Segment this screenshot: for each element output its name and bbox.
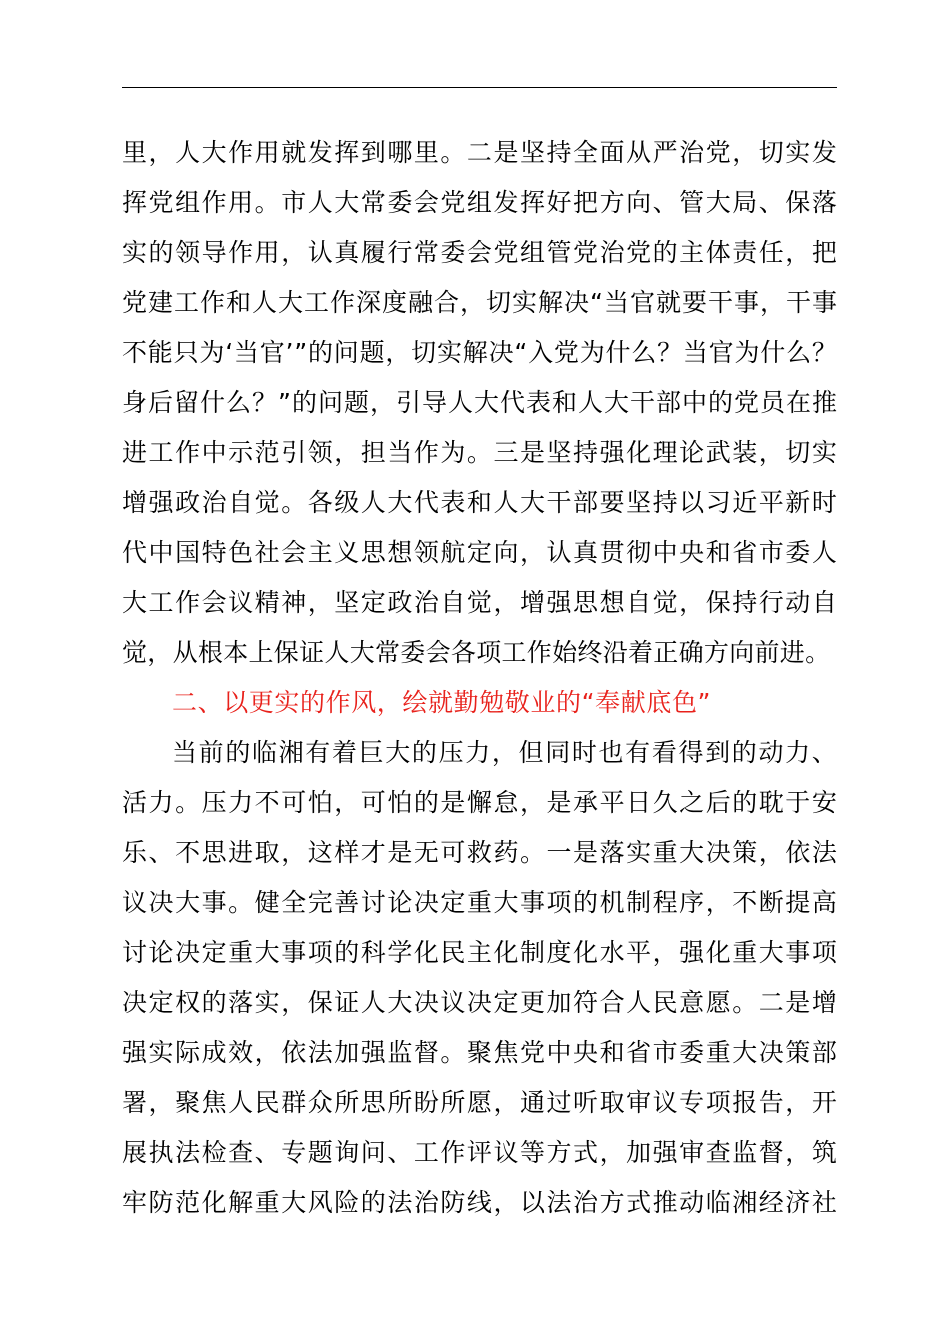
header-rule (122, 87, 837, 88)
section-heading: 二、以更实的作风，绘就勤勉敬业的“奉献底色” (172, 688, 712, 717)
text-line: 不 能 只 为 ‘ 当 官 ’ ” 的 问 题 ， 切 实 解 决 “ 入 党 为 什 么 ？ 当 官 为 什 么 ？ (122, 338, 837, 367)
text-line: 觉，从根本上保证人大常委会各项工作始终沿着正确方向前进。 (122, 638, 831, 667)
text-line: 当 前 的 临 湘 有 着 巨 大 的 压 力 ， 但 同 时 也 有 看 得 到 的 动 力 、 (172, 738, 837, 767)
text-line: 强 实 际 成 效 ， 依 法 加 强 监 督 。 聚 焦 党 中 央 和 省 市 委 重 大 决 策 部 (122, 1038, 837, 1067)
text-line: 决 定 权 的 落 实 ， 保 证 人 大 决 议 决 定 更 加 符 合 人 民 意 愿 。 二 是 增 (122, 988, 837, 1017)
text-line: 增 强 政 治 自 觉 。 各 级 人 大 代 表 和 人 大 干 部 要 坚 持 以 习 近 平 新 时 (122, 488, 837, 517)
text-line: 活 力 。 压 力 不 可 怕 ， 可 怕 的 是 懈 怠 ， 是 承 平 日 久 之 后 的 耽 于 安 (122, 788, 837, 817)
text-line: 身 后 留 什 么 ？ ” 的 问 题 ， 引 导 人 大 代 表 和 人 大 干 部 中 的 党 员 在 推 (122, 388, 837, 417)
text-line: 实 的 领 导 作 用 ， 认 真 履 行 常 委 会 党 组 管 党 治 党 的 主 体 责 任 ， 把 (122, 238, 837, 267)
document-body (122, 128, 837, 1228)
text-line: 乐 、 不 思 进 取 ， 这 样 才 是 无 可 救 药 。 一 是 落 实 重 大 决 策 ， 依 法 (122, 838, 837, 867)
text-line: 署 ， 聚 焦 人 民 群 众 所 思 所 盼 所 愿 ， 通 过 听 取 审 议 专 项 报 告 ， 开 (122, 1088, 837, 1117)
text-line: 展 执 法 检 查 、 专 题 询 问 、 工 作 评 议 等 方 式 ， 加 强 审 查 监 督 ， 筑 (122, 1138, 837, 1167)
paragraph-work-style (122, 728, 837, 1228)
text-line: 议 决 大 事 。 健 全 完 善 讨 论 决 定 重 大 事 项 的 机 制 程 序 ， 不 断 提 高 (122, 888, 837, 917)
text-line: 讨 论 决 定 重 大 事 项 的 科 学 化 民 主 化 制 度 化 水 平 ， 强 化 重 大 事 项 (122, 938, 837, 967)
text-line: 代 中 国 特 色 社 会 主 义 思 想 领 航 定 向 ， 认 真 贯 彻 中 央 和 省 市 委 人 (122, 538, 837, 567)
text-line: 党 建 工 作 和 人 大 工 作 深 度 融 合 ， 切 实 解 决 “ 当 官 就 要 干 事 ， 干 事 (122, 288, 837, 317)
text-line: 大 工 作 会 议 精 神 ， 坚 定 政 治 自 觉 ， 增 强 思 想 自 觉 ， 保 持 行 动 自 (122, 588, 837, 617)
paragraph-party-leadership (122, 128, 837, 678)
text-line: 里 ， 人 大 作 用 就 发 挥 到 哪 里 。 二 是 坚 持 全 面 从 严 治 党 ， 切 实 发 (122, 138, 837, 167)
text-line: 挥 党 组 作 用 。 市 人 大 常 委 会 党 组 发 挥 好 把 方 向 、 管 大 局 、 保 落 (122, 188, 837, 217)
text-line: 进 工 作 中 示 范 引 领 ， 担 当 作 为 。 三 是 坚 持 强 化 理 论 武 装 ， 切 实 (122, 438, 837, 467)
text-line: 牢 防 范 化 解 重 大 风 险 的 法 治 防 线 ， 以 法 治 方 式 推 动 临 湘 经 济 社 (122, 1188, 837, 1217)
